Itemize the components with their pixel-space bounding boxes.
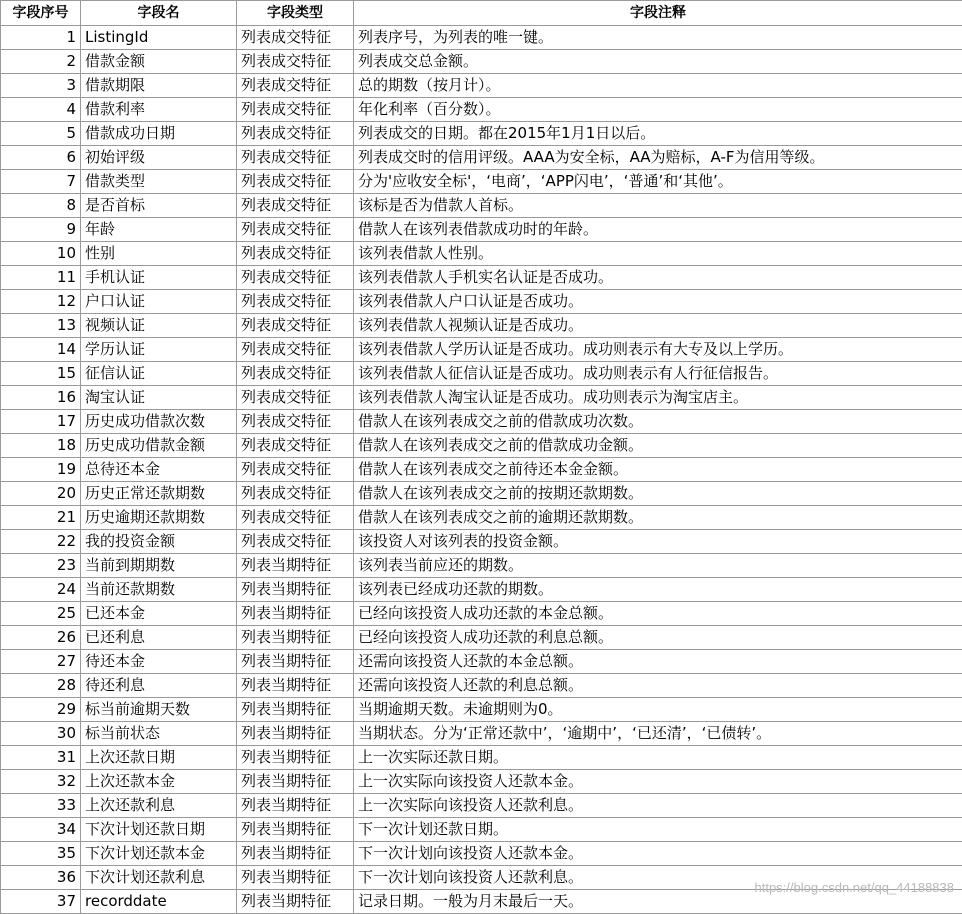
cell-field-type: 列表成交特征 [237, 290, 354, 314]
table-row [1, 338, 962, 362]
cell-field-note: 该列表借款人视频认证是否成功。 [354, 314, 962, 338]
cell-field-note: 列表成交总金额。 [354, 50, 962, 74]
cell-field-name: 已还本金 [81, 602, 237, 626]
cell-field-name: 当前还款期数 [81, 578, 237, 602]
cell-field-no: 23 [1, 554, 81, 578]
table-row [1, 554, 962, 578]
cell-field-note: 已经向该投资人成功还款的本金总额。 [354, 602, 962, 626]
cell-field-note: 该列表当前应还的期数。 [354, 554, 962, 578]
cell-field-note: 还需向该投资人还款的利息总额。 [354, 674, 962, 698]
table-row [1, 170, 962, 194]
cell-field-no: 26 [1, 626, 81, 650]
table-row [1, 506, 962, 530]
cell-field-note: 该列表借款人性别。 [354, 242, 962, 266]
table-row [1, 746, 962, 770]
cell-field-type: 列表成交特征 [237, 242, 354, 266]
cell-field-name: 标当前状态 [81, 722, 237, 746]
cell-field-type: 列表成交特征 [237, 98, 354, 122]
cell-field-note: 当期状态。分为‘正常还款中’，‘逾期中’，‘已还清’，‘已债转’。 [354, 722, 962, 746]
cell-field-no: 16 [1, 386, 81, 410]
cell-field-type: 列表当期特征 [237, 794, 354, 818]
cell-field-no: 12 [1, 290, 81, 314]
cell-field-name: 初始评级 [81, 146, 237, 170]
cell-field-type: 列表当期特征 [237, 698, 354, 722]
table-row [1, 122, 962, 146]
cell-field-name: 已还利息 [81, 626, 237, 650]
table-row [1, 410, 962, 434]
cell-field-no: 33 [1, 794, 81, 818]
cell-field-note: 借款人在该列表成交之前的借款成功金额。 [354, 434, 962, 458]
cell-field-no: 11 [1, 266, 81, 290]
cell-field-name: 上次还款利息 [81, 794, 237, 818]
cell-field-note: 该标是否为借款人首标。 [354, 194, 962, 218]
cell-field-type: 列表当期特征 [237, 770, 354, 794]
cell-field-no: 13 [1, 314, 81, 338]
cell-field-name: 上次还款本金 [81, 770, 237, 794]
cell-field-no: 9 [1, 218, 81, 242]
cell-field-no: 34 [1, 818, 81, 842]
cell-field-name: 视频认证 [81, 314, 237, 338]
cell-field-name: 历史成功借款次数 [81, 410, 237, 434]
cell-field-name: 标当前逾期天数 [81, 698, 237, 722]
cell-field-note: 分为'应收安全标'，‘电商’，‘APP闪电’，‘普通’和‘其他’。 [354, 170, 962, 194]
cell-field-note: 列表成交的日期。都在2015年1月1日以后。 [354, 122, 962, 146]
header-field-type: 字段类型 [237, 1, 354, 26]
cell-field-note: 记录日期。一般为月末最后一天。 [354, 890, 962, 914]
table-row [1, 650, 962, 674]
table-row [1, 194, 962, 218]
cell-field-name: 历史成功借款金额 [81, 434, 237, 458]
cell-field-no: 24 [1, 578, 81, 602]
table-row [1, 794, 962, 818]
cell-field-type: 列表成交特征 [237, 362, 354, 386]
table-row [1, 290, 962, 314]
cell-field-note: 列表成交时的信用评级。AAA为安全标，AA为赔标，A-F为信用等级。 [354, 146, 962, 170]
cell-field-no: 31 [1, 746, 81, 770]
cell-field-name: 我的投资金额 [81, 530, 237, 554]
cell-field-type: 列表当期特征 [237, 578, 354, 602]
cell-field-type: 列表成交特征 [237, 122, 354, 146]
cell-field-type: 列表成交特征 [237, 410, 354, 434]
cell-field-type: 列表当期特征 [237, 602, 354, 626]
cell-field-type: 列表成交特征 [237, 530, 354, 554]
cell-field-name: 借款金额 [81, 50, 237, 74]
table-row [1, 818, 962, 842]
cell-field-type: 列表当期特征 [237, 866, 354, 890]
table-row [1, 458, 962, 482]
cell-field-name: 下次计划还款本金 [81, 842, 237, 866]
cell-field-type: 列表成交特征 [237, 386, 354, 410]
cell-field-name: 当前到期期数 [81, 554, 237, 578]
header-field-no: 字段序号 [1, 1, 81, 26]
cell-field-no: 4 [1, 98, 81, 122]
cell-field-no: 1 [1, 26, 81, 50]
cell-field-no: 3 [1, 74, 81, 98]
table-row [1, 146, 962, 170]
table-row [1, 578, 962, 602]
table-row [1, 674, 962, 698]
cell-field-type: 列表成交特征 [237, 458, 354, 482]
table-row [1, 626, 962, 650]
cell-field-no: 20 [1, 482, 81, 506]
cell-field-type: 列表成交特征 [237, 146, 354, 170]
cell-field-no: 25 [1, 602, 81, 626]
cell-field-no: 15 [1, 362, 81, 386]
cell-field-note: 下一次计划向该投资人还款本金。 [354, 842, 962, 866]
cell-field-name: ListingId [81, 26, 237, 50]
cell-field-name: recorddate [81, 890, 237, 914]
cell-field-type: 列表当期特征 [237, 626, 354, 650]
cell-field-type: 列表成交特征 [237, 50, 354, 74]
cell-field-name: 性别 [81, 242, 237, 266]
cell-field-name: 年龄 [81, 218, 237, 242]
cell-field-note: 已经向该投资人成功还款的利息总额。 [354, 626, 962, 650]
cell-field-no: 2 [1, 50, 81, 74]
cell-field-type: 列表成交特征 [237, 482, 354, 506]
cell-field-no: 22 [1, 530, 81, 554]
cell-field-note: 该列表借款人征信认证是否成功。成功则表示有人行征信报告。 [354, 362, 962, 386]
cell-field-type: 列表当期特征 [237, 842, 354, 866]
cell-field-no: 10 [1, 242, 81, 266]
cell-field-no: 18 [1, 434, 81, 458]
table-row [1, 602, 962, 626]
cell-field-name: 征信认证 [81, 362, 237, 386]
cell-field-no: 36 [1, 866, 81, 890]
table-row [1, 482, 962, 506]
cell-field-name: 借款成功日期 [81, 122, 237, 146]
table-row [1, 314, 962, 338]
cell-field-type: 列表当期特征 [237, 818, 354, 842]
cell-field-type: 列表当期特征 [237, 554, 354, 578]
table-row [1, 50, 962, 74]
table-row [1, 890, 962, 914]
cell-field-note: 下一次计划还款日期。 [354, 818, 962, 842]
cell-field-note: 借款人在该列表成交之前的按期还款期数。 [354, 482, 962, 506]
cell-field-note: 该列表借款人户口认证是否成功。 [354, 290, 962, 314]
cell-field-no: 37 [1, 890, 81, 914]
cell-field-note: 该列表借款人手机实名认证是否成功。 [354, 266, 962, 290]
cell-field-note: 总的期数（按月计）。 [354, 74, 962, 98]
cell-field-name: 学历认证 [81, 338, 237, 362]
cell-field-name: 历史逾期还款期数 [81, 506, 237, 530]
table-row [1, 362, 962, 386]
cell-field-note: 借款人在该列表成交之前的逾期还款期数。 [354, 506, 962, 530]
cell-field-note: 年化利率（百分数）。 [354, 98, 962, 122]
table-row [1, 386, 962, 410]
cell-field-note: 借款人在该列表成交之前的借款成功次数。 [354, 410, 962, 434]
cell-field-no: 17 [1, 410, 81, 434]
cell-field-name: 借款类型 [81, 170, 237, 194]
cell-field-note: 借款人在该列表借款成功时的年龄。 [354, 218, 962, 242]
cell-field-type: 列表成交特征 [237, 218, 354, 242]
table-row [1, 242, 962, 266]
cell-field-note: 还需向该投资人还款的本金总额。 [354, 650, 962, 674]
cell-field-name: 手机认证 [81, 266, 237, 290]
cell-field-type: 列表成交特征 [237, 266, 354, 290]
cell-field-no: 5 [1, 122, 81, 146]
cell-field-name: 上次还款日期 [81, 746, 237, 770]
cell-field-name: 借款利率 [81, 98, 237, 122]
cell-field-name: 下次计划还款日期 [81, 818, 237, 842]
cell-field-type: 列表当期特征 [237, 674, 354, 698]
cell-field-no: 29 [1, 698, 81, 722]
cell-field-type: 列表成交特征 [237, 74, 354, 98]
cell-field-note: 上一次实际向该投资人还款本金。 [354, 770, 962, 794]
table-body [1, 26, 962, 914]
cell-field-name: 待还本金 [81, 650, 237, 674]
cell-field-no: 7 [1, 170, 81, 194]
cell-field-note: 上一次实际还款日期。 [354, 746, 962, 770]
cell-field-name: 淘宝认证 [81, 386, 237, 410]
cell-field-no: 8 [1, 194, 81, 218]
table-row [1, 530, 962, 554]
cell-field-no: 28 [1, 674, 81, 698]
cell-field-name: 历史正常还款期数 [81, 482, 237, 506]
watermark: https://blog.csdn.net/qq_44188838 [755, 880, 955, 895]
header-row [1, 1, 962, 26]
table-row [1, 266, 962, 290]
table-row [1, 866, 962, 890]
cell-field-type: 列表成交特征 [237, 170, 354, 194]
cell-field-type: 列表成交特征 [237, 194, 354, 218]
cell-field-no: 21 [1, 506, 81, 530]
cell-field-no: 35 [1, 842, 81, 866]
cell-field-type: 列表成交特征 [237, 314, 354, 338]
cell-field-note: 上一次实际向该投资人还款利息。 [354, 794, 962, 818]
table-row [1, 722, 962, 746]
cell-field-note: 列表序号，为列表的唯一键。 [354, 26, 962, 50]
cell-field-name: 下次计划还款利息 [81, 866, 237, 890]
cell-field-note: 该列表借款人淘宝认证是否成功。成功则表示为淘宝店主。 [354, 386, 962, 410]
table-row [1, 842, 962, 866]
cell-field-name: 是否首标 [81, 194, 237, 218]
table-row [1, 26, 962, 50]
cell-field-no: 6 [1, 146, 81, 170]
cell-field-name: 待还利息 [81, 674, 237, 698]
cell-field-type: 列表当期特征 [237, 722, 354, 746]
table-row [1, 698, 962, 722]
cell-field-note: 下一次计划向该投资人还款利息。 [354, 866, 962, 890]
cell-field-note: 该投资人对该列表的投资金额。 [354, 530, 962, 554]
cell-field-name: 总待还本金 [81, 458, 237, 482]
cell-field-note: 该列表借款人学历认证是否成功。成功则表示有大专及以上学历。 [354, 338, 962, 362]
table-row [1, 98, 962, 122]
header-field-note: 字段注释 [354, 1, 962, 26]
cell-field-type: 列表当期特征 [237, 650, 354, 674]
cell-field-no: 32 [1, 770, 81, 794]
cell-field-no: 30 [1, 722, 81, 746]
cell-field-note: 该列表已经成功还款的期数。 [354, 578, 962, 602]
cell-field-note: 当期逾期天数。未逾期则为0。 [354, 698, 962, 722]
cell-field-name: 借款期限 [81, 74, 237, 98]
table-row [1, 74, 962, 98]
table-row [1, 434, 962, 458]
cell-field-name: 户口认证 [81, 290, 237, 314]
cell-field-type: 列表当期特征 [237, 746, 354, 770]
cell-field-type: 列表成交特征 [237, 26, 354, 50]
cell-field-type: 列表成交特征 [237, 506, 354, 530]
header-field-name: 字段名 [81, 1, 237, 26]
cell-field-note: 借款人在该列表成交之前待还本金金额。 [354, 458, 962, 482]
cell-field-no: 19 [1, 458, 81, 482]
cell-field-type: 列表当期特征 [237, 890, 354, 914]
cell-field-type: 列表成交特征 [237, 338, 354, 362]
cell-field-type: 列表成交特征 [237, 434, 354, 458]
table-row [1, 770, 962, 794]
table-row [1, 218, 962, 242]
cell-field-no: 14 [1, 338, 81, 362]
cell-field-no: 27 [1, 650, 81, 674]
